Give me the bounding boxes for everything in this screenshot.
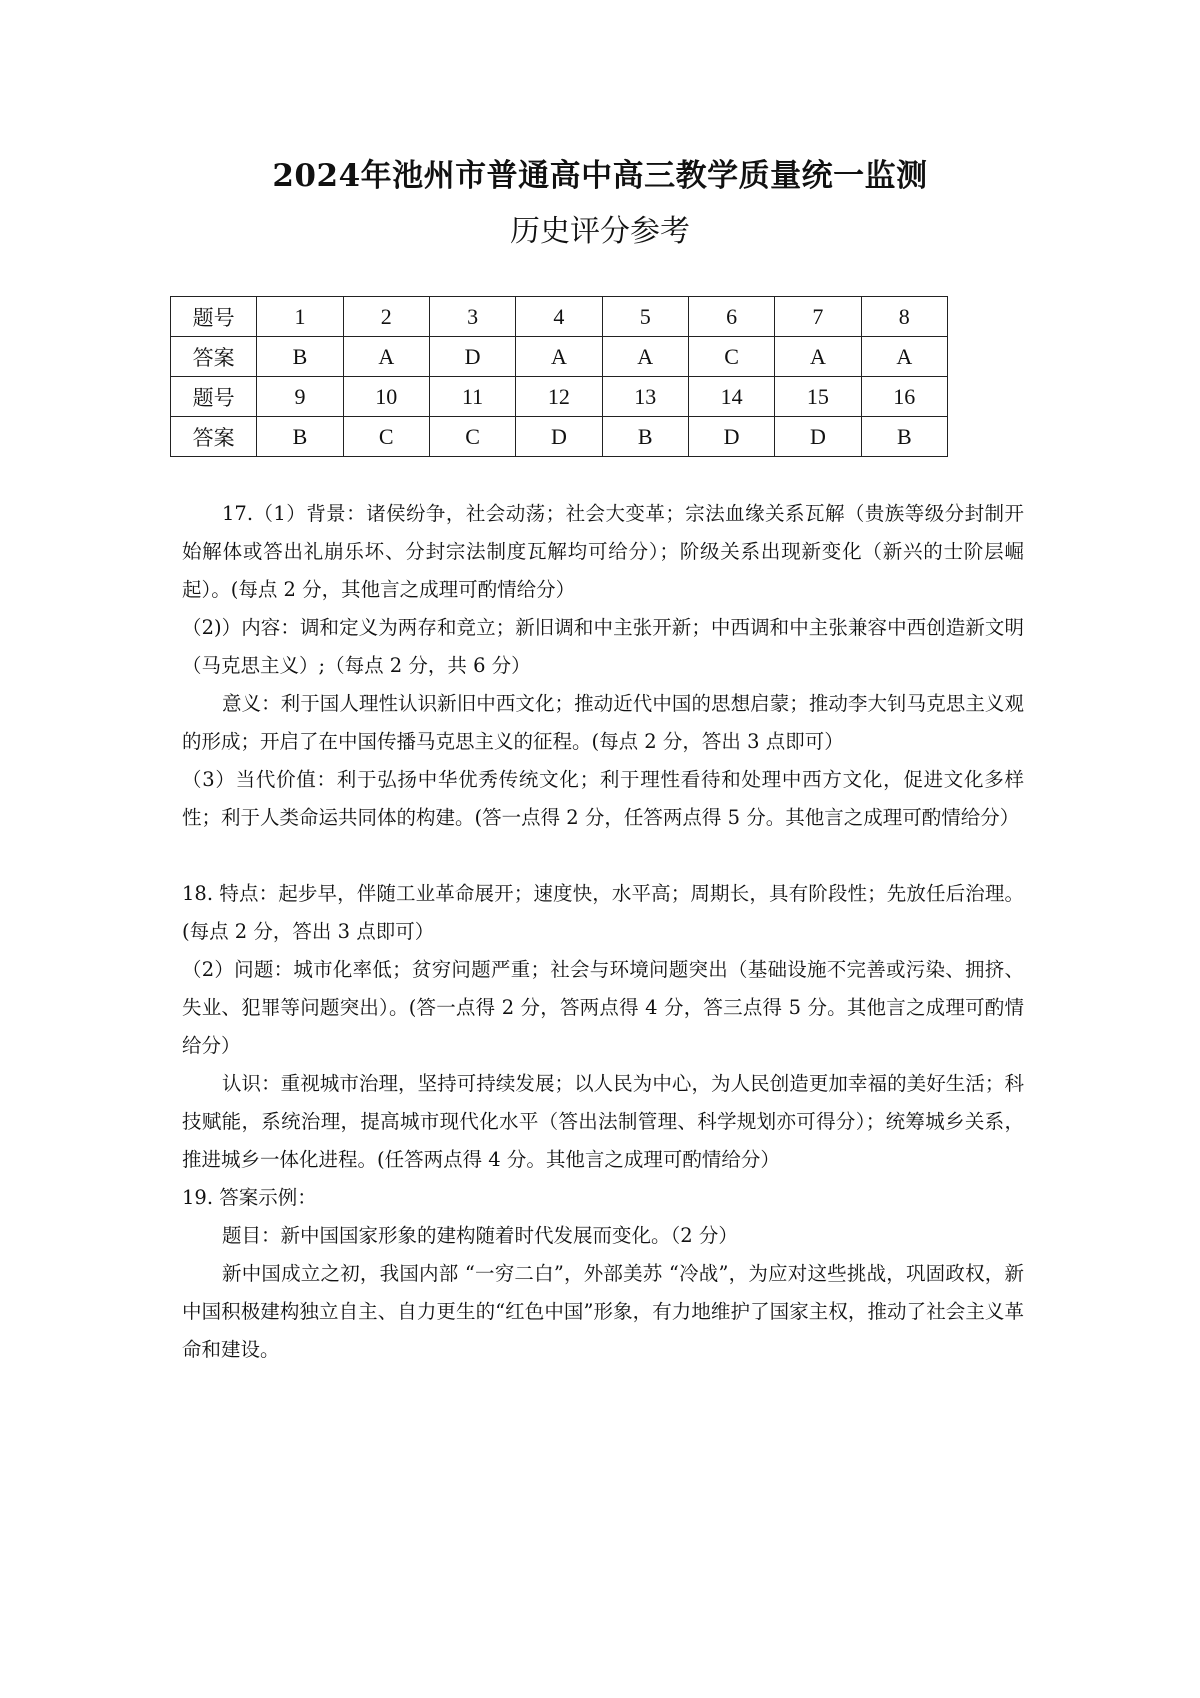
q18-features: 18. 特点：起步早，伴随工业革命展开；速度快，水平高；周期长，具有阶段性；先放任后治理。(每点 2 分，答出 3 点即可） [182, 882, 1024, 943]
answer-cell: A [516, 337, 602, 377]
question-number: 9 [257, 377, 343, 417]
answer-cell: D [516, 417, 602, 457]
page-subtitle: 历史评分参考 [510, 214, 690, 249]
answer-body [182, 495, 1024, 1369]
question-number: 13 [602, 377, 688, 417]
table-row-numbers [171, 297, 948, 337]
row-label-number: 题号 [171, 297, 257, 337]
row-label-answer: 答案 [171, 417, 257, 457]
page-title: 2024年池州市普通高中高三教学质量统一监测 [272, 158, 928, 194]
q17-value: （3）当代价值：利于弘扬中华优秀传统文化；利于理性看待和处理中西方文化，促进文化多样性；利于人类命运共同体的构建。(答一点得 2 分，任答两点得 5 分。其他言之成理可酌情给分） [182, 768, 1024, 829]
q19-heading: 19. 答案示例： [182, 1186, 317, 1209]
answer-cell: A [775, 337, 861, 377]
question-number: 6 [688, 297, 774, 337]
question-number: 5 [602, 297, 688, 337]
question-number: 15 [775, 377, 861, 417]
q18-understanding: 认识：重视城市治理，坚持可持续发展；以人民为中心，为人民创造更加幸福的美好生活；科技赋能，系统治理，提高城市现代化水平（答出法制管理、科学规划亦可得分）；统筹城乡关系，推进城乡一体化进程。(任答两点得 4 分。其他言之成理可酌情给分） [182, 1072, 1024, 1171]
answer-cell: D [429, 337, 515, 377]
answer-cell: C [343, 417, 429, 457]
row-label-number: 题号 [171, 377, 257, 417]
question-number: 4 [516, 297, 602, 337]
answer-cell: B [257, 417, 343, 457]
q19-example: 新中国成立之初，我国内部 “一穷二白”，外部美苏 “冷战”，为应对这些挑战，巩固政权，新中国积极建构独立自主、自力更生的“红色中国”形象，有力地维护了国家主权，推动了社会主义革命和建设。 [182, 1262, 1024, 1361]
table-row-answers [171, 337, 948, 377]
section-gap [182, 837, 1024, 875]
answer-cell: C [688, 337, 774, 377]
q17-content: （2)）内容：调和定义为两存和竞立；新旧调和中主张开新；中西调和中主张兼容中西创造新文明（马克思主义）;（每点 2 分，共 6 分） [182, 616, 1024, 677]
question-number: 8 [861, 297, 947, 337]
q17-significance: 意义：利于国人理性认识新旧中西文化；推动近代中国的思想启蒙；推动李大钊马克思主义观的形成；开启了在中国传播马克思主义的征程。(每点 2 分，答出 3 点即可） [182, 692, 1024, 753]
answer-cell: A [343, 337, 429, 377]
question-number: 3 [429, 297, 515, 337]
question-number: 12 [516, 377, 602, 417]
q19-topic: 题目：新中国国家形象的建构随着时代发展而变化。（2 分） [222, 1224, 738, 1247]
question-number: 16 [861, 377, 947, 417]
question-number: 1 [257, 297, 343, 337]
answer-cell: B [602, 417, 688, 457]
question-number: 7 [775, 297, 861, 337]
answer-cell: A [861, 337, 947, 377]
question-number: 10 [343, 377, 429, 417]
answer-cell: A [602, 337, 688, 377]
table-row-answers [171, 417, 948, 457]
answer-cell: B [257, 337, 343, 377]
answer-table [170, 296, 948, 457]
answer-cell: D [775, 417, 861, 457]
question-number: 11 [429, 377, 515, 417]
table-row-numbers [171, 377, 948, 417]
answer-cell: D [688, 417, 774, 457]
q18-problems: （2）问题：城市化率低；贫穷问题严重；社会与环境问题突出（基础设施不完善或污染、拥挤、失业、犯罪等问题突出）。(答一点得 2 分，答两点得 4 分，答三点得 5 分。其他言之成理可酌情给分） [182, 958, 1024, 1057]
question-number: 2 [343, 297, 429, 337]
row-label-answer: 答案 [171, 337, 257, 377]
question-number: 14 [688, 377, 774, 417]
q17-background: 17.（1）背景：诸侯纷争，社会动荡；社会大变革；宗法血缘关系瓦解（贵族等级分封制开始解体或答出礼崩乐坏、分封宗法制度瓦解均可给分）；阶级关系出现新变化（新兴的士阶层崛起）。(每点 2 分，其他言之成理可酌情给分） [182, 502, 1024, 601]
answer-cell: B [861, 417, 947, 457]
answer-cell: C [429, 417, 515, 457]
